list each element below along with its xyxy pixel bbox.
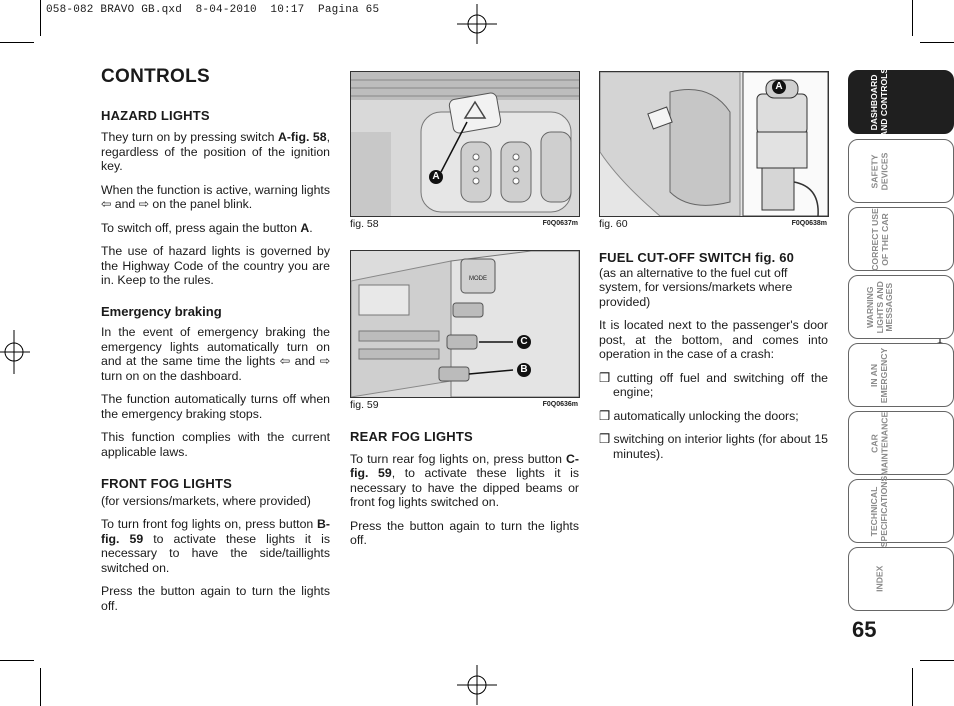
tab-car-maintenance[interactable]: CAR MAINTENANCE [848, 411, 954, 475]
figure-59-caption: fig. 59 [350, 399, 379, 411]
arrow-left-icon: ⇦ [279, 354, 291, 368]
checkbox-bullet-icon: ❒ [599, 370, 611, 385]
crop-mark [912, 668, 913, 706]
arrow-right-icon: ⇨ [138, 197, 149, 211]
callout-a: A [429, 170, 443, 184]
checkbox-bullet-icon: ❒ [599, 432, 611, 446]
crop-mark [912, 0, 913, 36]
figure-58-caption: fig. 58 [350, 218, 379, 230]
rear-fog-heading: REAR FOG LIGHTS [350, 429, 473, 444]
paragraph: To turn front fog lights on, press button B-fig. 59 to activate these lights it is necessary to have the side/taillights switched on. [101, 517, 330, 575]
crop-mark [0, 42, 34, 43]
column-1 [101, 66, 330, 622]
fuel-cutoff-heading: FUEL CUT-OFF SWITCH fig. 60 [599, 250, 795, 265]
paragraph: (for versions/markets, where provided) [101, 493, 311, 508]
crop-mark [920, 660, 954, 661]
fuel-cutoff-switch-illustration [600, 72, 828, 216]
front-fog-heading: FRONT FOG LIGHTS [101, 476, 233, 491]
crop-mark [920, 42, 954, 43]
paragraph: The function automatically turns off when the emergency braking stops. [101, 392, 330, 421]
paragraph: To switch off, press again the button A. [101, 220, 313, 235]
bullet-item: ❒ automatically unlocking the doors; [599, 408, 799, 423]
crop-mark [0, 660, 34, 661]
crop-mark [40, 668, 41, 706]
crop-mark [40, 0, 41, 36]
callout-a: A [772, 80, 786, 94]
emergency-braking-heading: Emergency braking [101, 303, 222, 319]
figure-60-code: F0Q0638m [791, 220, 827, 227]
column-3-text [599, 251, 828, 470]
paragraph: Press the button again to turn the lights off. [101, 584, 330, 613]
figure-59-code: F0Q0636m [542, 401, 578, 408]
figure-59 [350, 250, 580, 398]
page-title: CONTROLS [101, 66, 211, 87]
paragraph: This function complies with the current applicable laws. [101, 430, 330, 459]
callout-b: B [517, 363, 531, 377]
column-2-text [350, 430, 579, 557]
bullet-item: ❒ cutting off fuel and switching off the engine; [599, 370, 829, 399]
tab-technical-specifications[interactable]: TECHNICAL SPECIFICATIONS [848, 479, 954, 543]
fog-light-buttons-illustration [351, 251, 579, 397]
mode-label: MODE [469, 276, 487, 282]
hazard-heading: HAZARD LIGHTS [101, 107, 210, 123]
figure-60-caption: fig. 60 [599, 218, 628, 230]
tab-emergency[interactable]: IN AN EMERGENCY [848, 343, 954, 407]
paragraph: (as an alternative to the fuel cut off system, for versions/markets where provided) [599, 265, 793, 309]
figure-58 [350, 71, 580, 217]
paragraph: In the event of emergency braking the emergency lights automatically turn on and at the same time the lights ⇦ and ⇨ turn on on the dashboard. [101, 325, 330, 383]
paragraph: The use of hazard lights is governed by the Highway Code of the country you are in. Keep to the rules. [101, 244, 330, 287]
checkbox-bullet-icon: ❒ [599, 408, 611, 423]
tab-dashboard-and-controls[interactable]: DASHBOARD AND CONTROLS [848, 70, 954, 134]
paragraph: They turn on by pressing switch A-fig. 58, regardless of the position of the ignition key. [101, 130, 330, 173]
tab-correct-use[interactable]: CORRECT USE OF THE CAR [848, 207, 954, 271]
paragraph: When the function is active, warning lights ⇦ and ⇨ on the panel blink. [101, 182, 330, 211]
arrow-left-icon: ⇦ [101, 197, 112, 211]
hazard-switch-illustration [351, 72, 579, 216]
figure-60 [599, 71, 829, 217]
registration-mark-icon [0, 330, 32, 374]
bullet-item: ❒ switching on interior lights (for about 15 minutes). [599, 432, 828, 461]
paragraph: It is located next to the passenger's door post, at the bottom, and comes into operation in the case of a crash: [599, 318, 828, 361]
tab-index[interactable]: INDEX [848, 547, 954, 611]
registration-mark-icon [455, 665, 499, 705]
tab-safety-devices[interactable]: SAFETY DEVICES [848, 139, 954, 203]
page-number: 65 [852, 617, 877, 642]
paragraph: Press the button again to turn the lights off. [350, 518, 579, 547]
figure-58-code: F0Q0637m [542, 220, 578, 227]
arrow-right-icon: ⇨ [319, 354, 330, 368]
tab-warning-lights[interactable]: WARNING LIGHTS AND MESSAGES [848, 275, 954, 339]
print-header: 058-082 BRAVO GB.qxd 8-04-2010 10:17 Pagina 65 [46, 4, 380, 16]
registration-mark-icon [455, 4, 499, 44]
callout-c: C [517, 335, 531, 349]
paragraph: To turn rear fog lights on, press button C-fig. 59, to activate these lights it is necessary to have the dipped beams or front fog lights switched on. [350, 451, 579, 509]
